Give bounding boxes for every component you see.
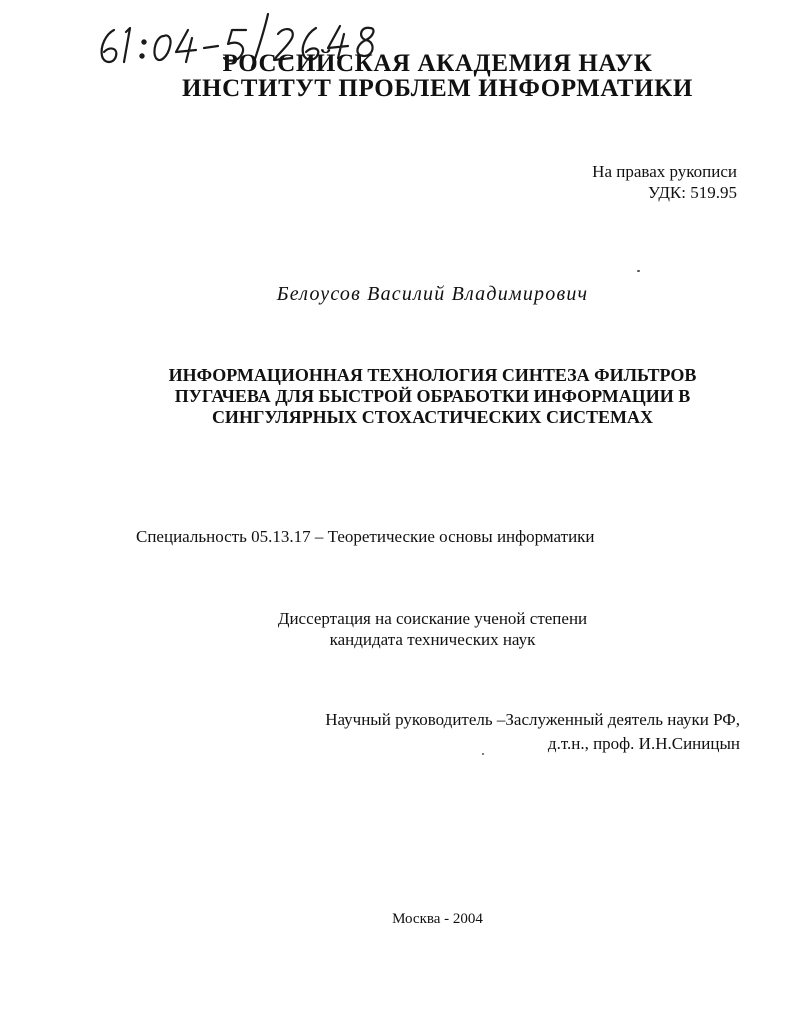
- degree-line-1: Диссертация на соискание ученой степени: [277, 609, 588, 628]
- scan-speck: [482, 753, 484, 755]
- advisor-line-2: д.т.н., проф. И.Н.Синицын: [547, 734, 740, 753]
- city-and-year: Москва - 2004: [392, 911, 483, 927]
- organization-line-2: ИНСТИТУТ ПРОБЛЕМ ИНФОРМАТИКИ: [182, 75, 693, 102]
- thesis-title-line-2: ПУГАЧЕВА ДЛЯ БЫСТРОЙ ОБРАБОТКИ ИНФОРМАЦИИ В: [174, 386, 691, 406]
- degree-line-2: кандидата технических наук: [329, 630, 536, 649]
- udc-code: УДК: 519.95: [648, 183, 737, 202]
- specialty-line: Специальность 05.13.17 – Теоретические основы информатики: [136, 527, 595, 546]
- advisor-line-1: Научный руководитель –Заслуженный деятель науки РФ,: [325, 710, 740, 729]
- thesis-title-line-1: ИНФОРМАЦИОННАЯ ТЕХНОЛОГИЯ СИНТЕЗА ФИЛЬТРОВ: [168, 365, 697, 385]
- author-name: Белоусов Василий Владимирович: [276, 283, 589, 305]
- organization-line-1: РОССИЙСКАЯ АКАДЕМИЯ НАУК: [222, 50, 653, 77]
- thesis-title-line-3: СИНГУЛЯРНЫХ СТОХАСТИЧЕСКИХ СИСТЕМАХ: [211, 407, 654, 427]
- scan-speck: [637, 270, 640, 272]
- manuscript-rights-note: На правах рукописи: [592, 162, 737, 181]
